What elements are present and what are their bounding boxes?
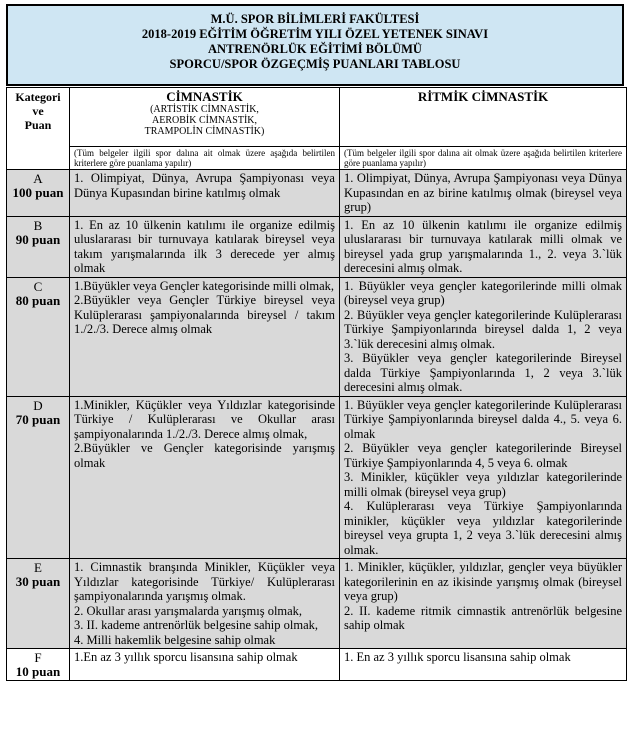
category-letter: D (33, 397, 43, 413)
column-subtitle: TRAMPOLİN CİMNASTİK) (144, 126, 265, 137)
category-cell (7, 170, 70, 217)
scores-table (6, 87, 627, 681)
column-subtitle: AEROBİK CİMNASTİK, (152, 115, 257, 126)
table-row (7, 170, 627, 217)
table-row (7, 396, 627, 559)
table-row (7, 216, 627, 277)
gymnastics-criteria (70, 649, 340, 681)
category-header (7, 88, 70, 170)
header-faculty: M.Ü. SPOR BİLİMLERİ FAKÜLTESİ (210, 12, 420, 26)
gymnastics-criteria (70, 170, 340, 217)
criteria-item: 1. Cimnastik branşında Minikler, Küçükler veya Yıldızlar kategorisinde Türkiye/ Kulüplerarası şampiyonalarında yarışmış olmak. (74, 560, 335, 603)
category-points: 80 puan (15, 292, 61, 308)
gymnastics-criteria (70, 559, 340, 649)
criteria-item: 2. Büyükler veya gençler kategorilerinde Bireysel Türkiye Şampiyonlarında 4, 5 veya 6. olmak (344, 441, 622, 470)
column-header-gymnastics (70, 88, 340, 147)
column-note: (Tüm belgeler ilgili spor dalına ait olmak üzere aşağıda belirtilen kriterlere göre puanlama yapılır) (70, 147, 340, 170)
criteria-item: 1.En az 3 yıllık sporcu lisansına sahip olmak (74, 650, 298, 664)
category-cell (7, 559, 70, 649)
header-exam: 2018-2019 EĞİTİM ÖĞRETİM YILI ÖZEL YETENEK SINAVI (141, 27, 489, 41)
criteria-item: 3. Büyükler veya gençler kategorilerinde Bireysel dalda Türkiye Şampiyonlarında 1, 2 veya 3.`lük derecesini almış olmak. (344, 351, 622, 394)
table-row (7, 649, 627, 681)
rhythmic-criteria (340, 396, 627, 559)
table-header-row (7, 88, 627, 147)
column-note: (Tüm belgeler ilgili spor dalına ait olmak üzere aşağıda belirtilen kriterlere göre puanlama yapılır) (340, 147, 627, 170)
document-header (6, 4, 624, 86)
gymnastics-criteria (70, 396, 340, 559)
criteria-item: 4. Milli hakemlik belgesine sahip olmak (74, 632, 276, 647)
column-subtitle: (ARTİSTİK CİMNASTİK, (150, 104, 259, 115)
header-table-title: SPORCU/SPOR ÖZGEÇMİŞ PUANLARI TABLOSU (169, 57, 461, 71)
criteria-item: 4. Kulüplerarası veya Türkiye Şampiyonlarında minikler, küçükler veya yıldızlar kategorilerinde bireysel veya grupta 1, 2 veya 3.`lük derecesini almış olmak. (344, 499, 622, 557)
rhythmic-criteria (340, 277, 627, 396)
gymnastics-criteria (70, 216, 340, 277)
category-cell (7, 277, 70, 396)
criteria-item: 2. Okullar arası yarışmalarda yarışmış olmak, (74, 603, 303, 618)
category-points: 10 puan (15, 664, 61, 679)
gymnastics-criteria (70, 277, 340, 396)
category-points: 30 puan (15, 574, 61, 589)
category-points: 90 puan (15, 231, 61, 247)
category-letter: E (34, 560, 42, 575)
criteria-item: 2. II. kademe ritmik cimnastik antrenörlük belgesine sahip olmak (344, 603, 622, 632)
criteria-item: 1. Büyükler veya gençler kategorilerinde milli olmak (bireysel veya grup) (344, 278, 622, 307)
category-letter: F (34, 650, 42, 665)
category-cell (7, 649, 70, 681)
category-points: 70 puan (15, 411, 61, 427)
rhythmic-criteria (340, 170, 627, 217)
criteria-item: 1. Olimpiyat, Dünya, Avrupa Şampiyonası veya Dünya Kupasından birine katılmış olmak (74, 171, 335, 200)
criteria-item: 2. Büyükler veya gençler kategorilerinde Kulüplerarası Türkiye Şampiyonlarında bireysel dalda 1, 2 veya 3.`lük derecesini almış olmak. (344, 307, 622, 351)
category-points: 100 puan (12, 185, 64, 200)
column-title: CİMNASTİK (166, 89, 243, 104)
criteria-item: 1. Olimpiyat, Dünya, Avrupa Şampiyonası veya Dünya Kupasından en az birine katılmış olmak (bireysel veya grup) (344, 171, 622, 214)
rhythmic-criteria (340, 216, 627, 277)
criteria-item: 1. Minikler, küçükler, yıldızlar, gençler veya büyükler kategorilerinin en az ikisinde yarışmış olmak (bireysel veya grup) (344, 560, 622, 603)
criteria-item: 1. En az 10 ülkenin katılımı ile organize edilmiş uluslararası bir turnuvaya katılarak milli olmak ve bireysel yada grup yarışmalarında 1., 2. veya 3.`lük derecesini almış olmak. (344, 217, 622, 275)
category-header-line: ve (32, 104, 44, 118)
criteria-item: 2.Büyükler ve Gençler kategorisinde yarışmış olmak (74, 441, 335, 470)
category-header-line: Kategori (15, 90, 61, 104)
criteria-item: 3. Minikler, küçükler veya yıldızlar kategorilerinde milli olmak (bireysel veya grup) (344, 470, 622, 499)
category-cell (7, 216, 70, 277)
category-header-line: Puan (24, 118, 52, 132)
column-title: RİTMİK CİMNASTİK (417, 89, 549, 104)
category-letter: B (33, 217, 43, 233)
table-row (7, 559, 627, 649)
criteria-item: 3. II. kademe antrenörlük belgesine sahip olmak, (74, 618, 319, 632)
column-header-rhythmic (340, 88, 627, 147)
criteria-item: 1.Büyükler veya Gençler kategorisinde milli olmak, (74, 278, 334, 293)
rhythmic-criteria (340, 559, 627, 649)
table-row (7, 277, 627, 396)
category-letter: C (33, 278, 43, 294)
category-cell (7, 396, 70, 559)
rhythmic-criteria (340, 649, 627, 681)
table-note-row (7, 147, 627, 170)
criteria-item: 1.Minikler, Küçükler veya Yıldızlar kategorisinde Türkiye / Kulüplerarası ve Okullar arası şampiyonalarında 1./2./3. Derece almış olmak, (74, 397, 335, 441)
criteria-item: 1. En az 3 yıllık sporcu lisansına sahip olmak (344, 650, 571, 664)
criteria-item: 2.Büyükler veya Gençler Türkiye bireysel veya Kulüplerarası şampiyonalarında bireysel / takım 1./2./3. Derece almış olmak (74, 293, 335, 336)
header-department: ANTRENÖRLÜK EĞİTİMİ BÖLÜMÜ (208, 42, 422, 56)
criteria-item: 1. En az 10 ülkenin katılımı ile organize edilmiş uluslararası bir turnuvaya katılarak bireysel veya takım yarışmalarında ilk 3 derecede yer almış olmak (74, 217, 335, 275)
criteria-item: 1. Büyükler veya gençler kategorilerinde Kulüplerarası Türkiye Şampiyonlarında bireysel dalda 4., 5. veya 6. olmak (344, 397, 622, 441)
category-letter: A (33, 171, 43, 186)
